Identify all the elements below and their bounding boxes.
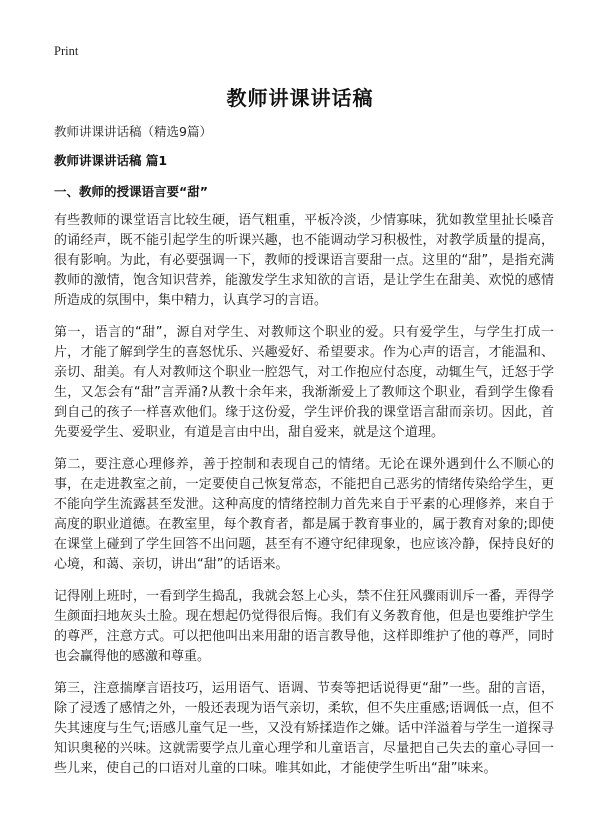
paragraph: 记得刚上班时，一看到学生捣乱，我就会怒上心头，禁不住狂风骤雨训斥一番，弄得学生颜面扫地灰头土脸。现在想起仍觉得很后悔。我们有义务教育他，但是也要维护学生的尊严，注意方式。可以把他叫出来用甜的语言教导他，这样即维护了他的尊严，同时也会赢得他的感激和尊重。 [54,589,554,664]
body-text [54,211,554,791]
subsection-title: 一、教师的授课语言要“甜” [54,184,208,199]
document-title: 教师讲课讲话稿 [226,86,374,110]
section-title: 教师讲课讲话稿 篇1 [54,153,168,168]
paragraph: 有些教师的课堂语言比较生硬，语气粗重，平板冷淡，少情寡味，犹如教堂里扯长嗓音的诵经声，既不能引起学生的听课兴趣，也不能调动学习积极性，对教学质量的提高，很有影响。为此，有必要强调一下，教师的授课语言要甜一点。这里的“甜”，是指充满教师的激情，饱含知识营养，能激发学生求知欲的言语，是让学生在甜美、欢悦的感情所造成的氛围中，集中精力，认真学习的言语。 [54,213,554,308]
paragraph: 第一，语言的“甜”，源自对学生、对教师这个职业的爱。只有爱学生，与学生打成一片，才能了解到学生的喜怒忧乐、兴趣爱好、希望要求。作为心声的语言，才能温和、亲切、甜美。有人对教师这个职业一腔怨气，对工作抱应付态度，动辄生气，迁怒于学生，又怎会有“甜”言弄涌?从教十余年来，我渐渐爱上了教师这个职业，看到学生像看到自己的孩子一样喜欢他们。缘于这份爱，学生评价我的课堂语言甜而亲切。因此，首先要爱学生、爱职业，有道是言由中出，甜自爱来，就是这个道理。 [54,325,554,440]
paragraph: 第三，注意揣摩言语技巧，运用语气、语调、节奏等把话说得更“甜”一些。甜的言语，除了浸透了感情之外，一般还表现为语气亲切，柔软，但不失庄重感;语调低一点，但不失其速度与生气;语感儿童气足一些，又没有矫揉造作之嫌。话中洋溢着与学生一道探寻知识奥秘的兴味。这就需要学点儿童心理学和儿童语言，尽量把自己失去的童心寻回一些儿来，使自己的口语对儿童的口味。唯其如此，才能使学生听出“甜”味来。 [54,681,554,776]
print-label[interactable]: Print [54,44,79,58]
paragraph: 第二，要注意心理修养，善于控制和表现自己的情绪。无论在课外遇到什么不顺心的事，在走进教室之前，一定要使自己恢复常态，不能把自己恶劣的情绪传染给学生，更不能向学生流露甚至发泄。这种高度的情绪控制力首先来自于平素的心理修养，来自于高度的职业道德。在教室里，每个教育者，都是属于教育事业的，属于教育对象的;即使在课堂上碰到了学生回答不出问题，甚至有不遵守纪律现象，也应该冷静，保持良好的心境，和蔼、亲切，讲出“甜”的话语来。 [54,457,554,572]
document-subtitle: 教师讲课讲话稿（精选9篇） [54,124,212,139]
